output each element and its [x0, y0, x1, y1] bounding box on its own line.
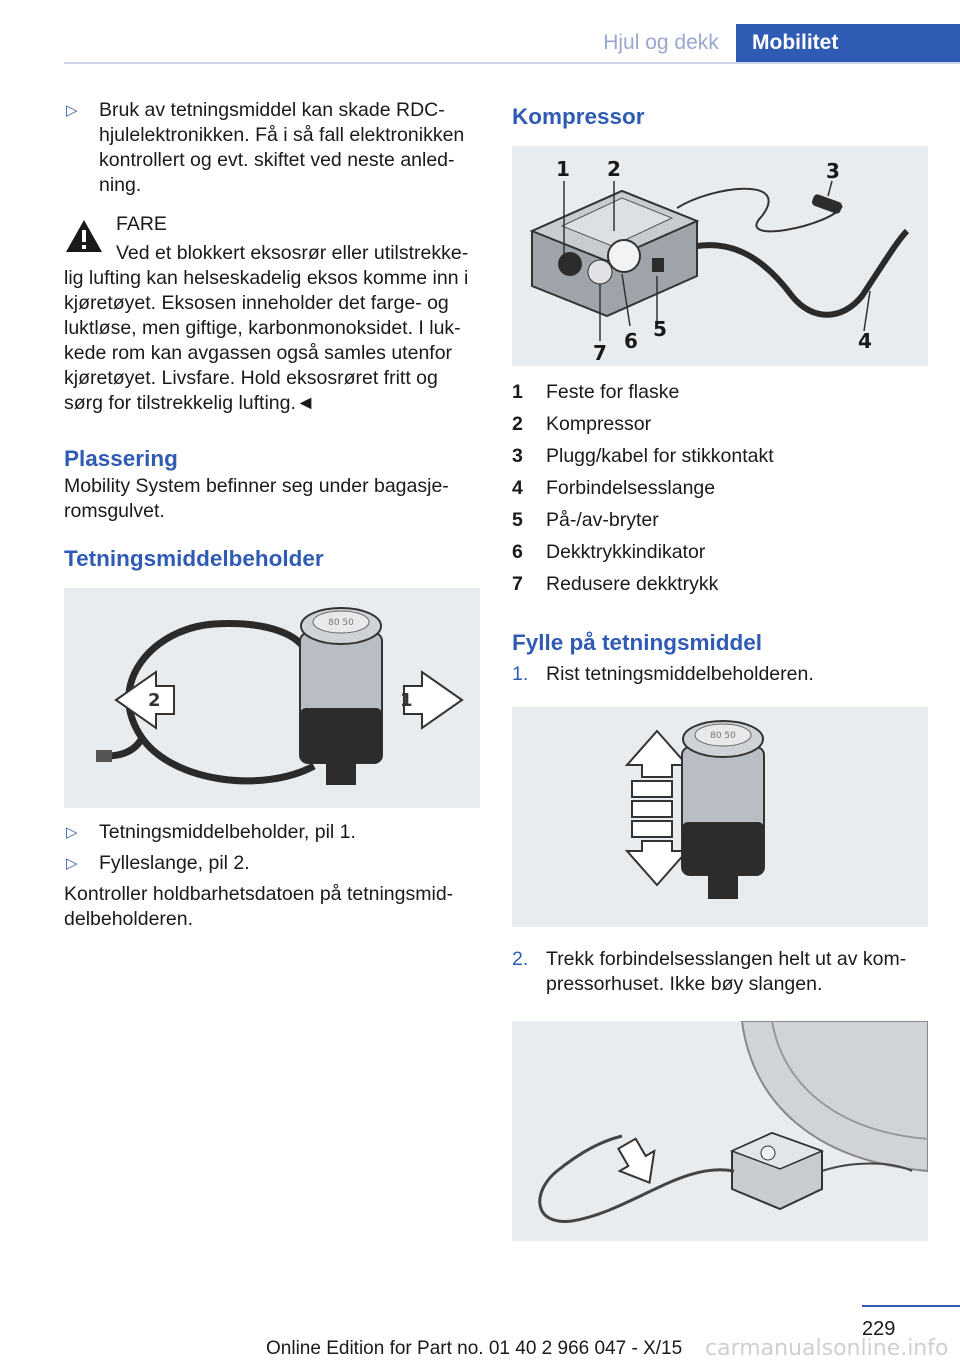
- compressor-heading: Kompressor: [512, 104, 645, 129]
- chapter-tab[interactable]: Hjul og dekk: [603, 31, 719, 54]
- shake-figure: [512, 707, 928, 927]
- triangle-bullet-icon: ▷: [66, 102, 78, 119]
- list-item: 2 Kompressor: [512, 412, 652, 435]
- list-item: 1 Feste for flaske: [512, 380, 680, 403]
- plassering-heading: Plassering: [64, 446, 178, 471]
- container-bullet-list: [64, 820, 480, 876]
- header-rule: [64, 62, 960, 64]
- step-1: 1. Rist tetningsmiddelbeholderen.: [512, 663, 814, 685]
- footer-rule: [862, 1305, 960, 1307]
- callout-5: 5: [653, 317, 667, 341]
- callout-3: 3: [826, 159, 840, 183]
- container-heading: Tetningsmiddelbeholder: [64, 546, 324, 571]
- list-item: ▷ Tetningsmiddelbeholder, pil 1.: [66, 821, 356, 843]
- callout-6: 6: [624, 329, 638, 353]
- section-tab-active[interactable]: Mobilitet: [736, 24, 960, 64]
- right-column: [512, 98, 928, 1241]
- hose-illustration: [512, 1021, 928, 1241]
- list-item: 5 På-/av-bryter: [512, 508, 659, 531]
- fill-heading: Fylle på tetningsmiddel: [512, 630, 763, 655]
- triangle-bullet-icon: ▷: [66, 824, 78, 841]
- step-2: 2. Trekk forbindelsesslangen helt ut av kom-pressorhuset. Ikke bøy slangen.: [512, 948, 907, 995]
- warning-title: FARE: [116, 213, 167, 235]
- watermark: carmanualsonline.info: [705, 1336, 949, 1361]
- parts-list: [512, 376, 928, 600]
- list-item: 7 Redusere dekktrykk: [512, 572, 719, 595]
- list-item: 3 Plugg/kabel for stikkontakt: [512, 444, 774, 467]
- left-column: [64, 98, 480, 932]
- shake-bottle-label: 80 50: [710, 731, 736, 741]
- list-item: ▷ Fylleslange, pil 2.: [66, 852, 250, 874]
- warning-triangle-icon: [64, 218, 104, 254]
- sealant-container-figure: [64, 588, 480, 808]
- container-arrow-2-label: 2: [148, 690, 161, 711]
- callout-7: 7: [593, 341, 607, 365]
- shake-illustration: [512, 707, 928, 927]
- triangle-bullet-icon: ▷: [66, 855, 78, 872]
- container-bottle-label: 80 50: [328, 618, 354, 628]
- rdc-bullet: [64, 98, 480, 198]
- callout-1: 1: [556, 157, 570, 181]
- sealant-container-illustration: [64, 588, 480, 808]
- hose-figure: [512, 1021, 928, 1241]
- container-note: Kontroller holdbarhetsdatoen på tetningsmid-delbeholderen.: [64, 883, 454, 930]
- callout-2: 2: [607, 157, 621, 181]
- warning-text: Ved et blokkert eksosrør eller utilstrekke-lig lufting kan helseskadelig eksos komme inn i kjøretøyet. Eksosen inneholder det farge- og luktløse, men giftige, karbonmonoksidet. I luk-kede rom kan avgassen også samles utenfor kjøretøyet. Livsfare. Hold eksosrøret fritt og sørg for tilstrekkelig lufting.◄: [64, 242, 469, 414]
- edition-text: Online Edition for Part no. 01 40 2 966 047 - X/15: [266, 1338, 683, 1359]
- list-item: 4 Forbindelsesslange: [512, 476, 716, 499]
- page-number: 229: [862, 1318, 896, 1340]
- compressor-figure: [512, 146, 928, 366]
- callout-4: 4: [858, 329, 872, 353]
- compressor-illustration: [512, 146, 928, 366]
- container-arrow-1-label: 1: [400, 690, 413, 711]
- list-item: 6 Dekktrykkindikator: [512, 540, 706, 563]
- rdc-bullet-text: Bruk av tetningsmiddel kan skade RDC-hjulelektronikken. Få i så fall elektronikken kontrollert og evt. skiftet ved neste anled-ning.: [99, 99, 465, 196]
- danger-warning: [64, 212, 480, 416]
- plassering-text: Mobility System befinner seg under bagasje-romsgulvet.: [64, 475, 449, 522]
